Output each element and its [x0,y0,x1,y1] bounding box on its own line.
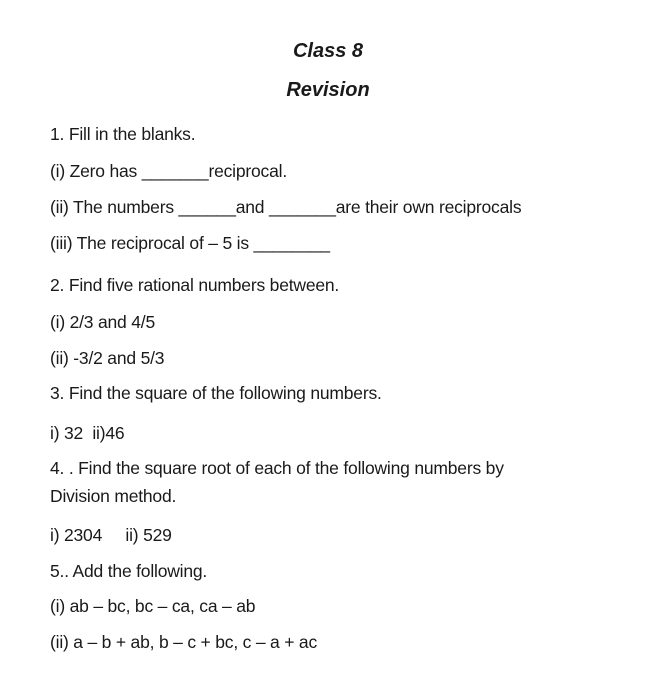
question-5-part-ii: (ii) a – b + ab, b – c + bc, c – a + ac [50,632,318,652]
question-2-heading: 2. Find five rational numbers between. [50,275,340,295]
question-1-part-iii: (iii) The reciprocal of – 5 is ________ [50,233,330,253]
question-4-heading: 4. . Find the square root of each of the following numbers by [50,458,504,478]
question-1-heading: 1. Fill in the blanks. [50,124,196,144]
question-4-parts: i) 2304 ii) 529 [50,525,172,545]
question-2-part-i: (i) 2/3 and 4/5 [50,312,155,332]
question-4-heading-continued: Division method. [50,486,177,506]
question-1-part-i: (i) Zero has _______reciprocal. [50,161,287,181]
question-3-heading: 3. Find the square of the following numbers. [50,383,382,403]
revision-subtitle: Revision [286,79,370,101]
question-3-parts: i) 32 ii)46 [50,423,125,443]
question-2-part-ii: (ii) -3/2 and 5/3 [50,348,165,368]
question-1-part-ii: (ii) The numbers ______and _______are their own reciprocals [50,197,522,217]
class-title: Class 8 [292,40,364,62]
question-5-heading: 5.. Add the following. [50,561,208,581]
question-5-part-i: (i) ab – bc, bc – ca, ca – ab [50,596,256,616]
